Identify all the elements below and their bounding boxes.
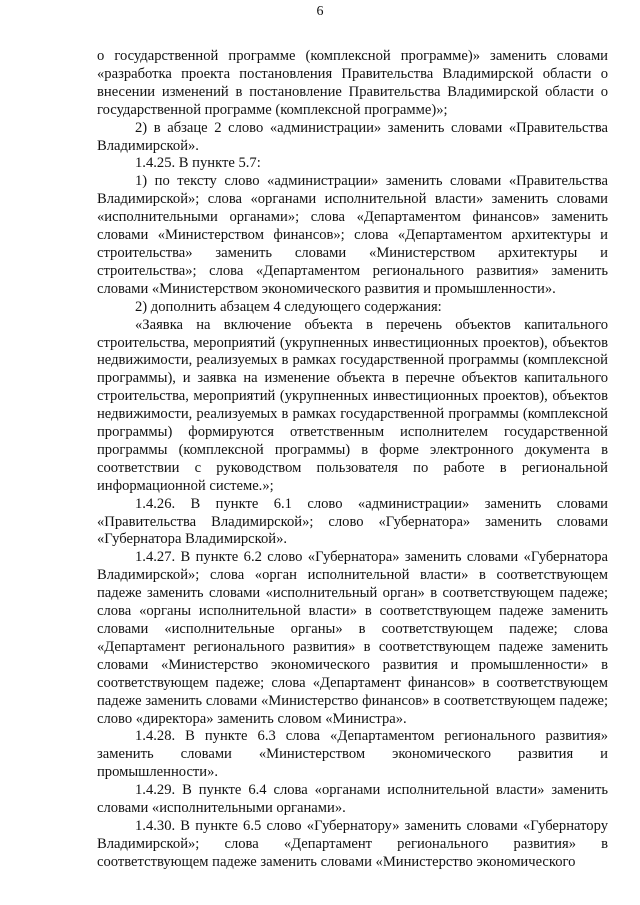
paragraph-clause-1-4-29: 1.4.29. В пункте 6.4 слова «органами исполнительной власти» заменить словами «исполнительными органами». bbox=[97, 782, 608, 817]
paragraph-clause-1-4-30: 1.4.30. В пункте 6.5 слово «Губернатору» заменить словами «Губернатору Владимирской»; слова «Департамент регионального развития» в соответствующем падеже заменить словами «Министерство экономического bbox=[97, 817, 608, 870]
paragraph-clause-1-4-27: 1.4.27. В пункте 6.2 слово «Губернатора» заменить словами «Губернатора Владимирской»; слова «орган исполнительной власти» в соответствующем падеже заменить словами «исполнительный орган» в соответствующем падеже; слова «органы исполнительной власти» в соответствующем падеже заменить словами «исполнительные органы» в соответствующем падеже; слова «Департамент регионального развития» в соответствующем падеже заменить словами «Министерство экономического развития и промышленности» в соответствующем падеже; слова «Департамент финансов» в соответствующем падеже заменить словами «Министерство финансов» в соответствующем падеже; слово «директора» заменить словом «Министра». bbox=[97, 549, 608, 727]
document-body bbox=[97, 48, 608, 872]
paragraph-item-2-add: 2) дополнить абзацем 4 следующего содержания: bbox=[135, 298, 442, 315]
paragraph-item-1: 1) по тексту слово «администрации» заменить словами «Правительства Владимирской»; слова «органами исполнительной власти» заменить словами «исполнительными органами»; слова «Департаментом финансов» заменить словами «Министерством финансов»; слова «Департаментом архитектуры и строительства» заменить словами «Министерством архитектуры и строительства»; слова «Департаментом регионального развития» заменить словами «Министерством экономического развития и промышленности». bbox=[97, 173, 608, 297]
paragraph-continuation: о государственной программе (комплексной программе)» заменить словами «разработка проекта постановления Правительства Владимирской области о внесении изменений в постановление Правительства Владимирской области о государственной программе (комплексной программе)»; bbox=[97, 48, 608, 118]
paragraph-clause-1-4-25: 1.4.25. В пункте 5.7: bbox=[135, 155, 261, 172]
page-number: 6 bbox=[316, 4, 324, 19]
paragraph-clause-1-4-26: 1.4.26. В пункте 6.1 слово «администрации» заменить словами «Правительства Владимирской»; слово «Губернатора» заменить словами «Губернатора Владимирской». bbox=[97, 495, 608, 548]
paragraph-item-2: 2) в абзаце 2 слово «администрации» заменить словами «Правительства Владимирской». bbox=[97, 119, 608, 154]
paragraph-quote-application: «Заявка на включение объекта в перечень объектов капитального строительства, мероприятий (укрупненных инвестиционных проектов), объектов недвижимости, реализуемых в рамках государственной программы (комплексной программы), и заявка на изменение объекта в перечне объектов капитального строительства, мероприятий (укрупненных инвестиционных проектов), объектов недвижимости, реализуемых в рамках государственной программы (комплексной программы) формируются ответственным исполнителем государственной программы (комплексной программы) в форме электронного документа в соответствии с руководством пользователя по работе в региональной информационной системе.»; bbox=[97, 316, 608, 494]
paragraph-clause-1-4-28: 1.4.28. В пункте 6.3 слова «Департаментом регионального развития» заменить словами «Министерством экономического развития и промышленности». bbox=[97, 728, 608, 781]
